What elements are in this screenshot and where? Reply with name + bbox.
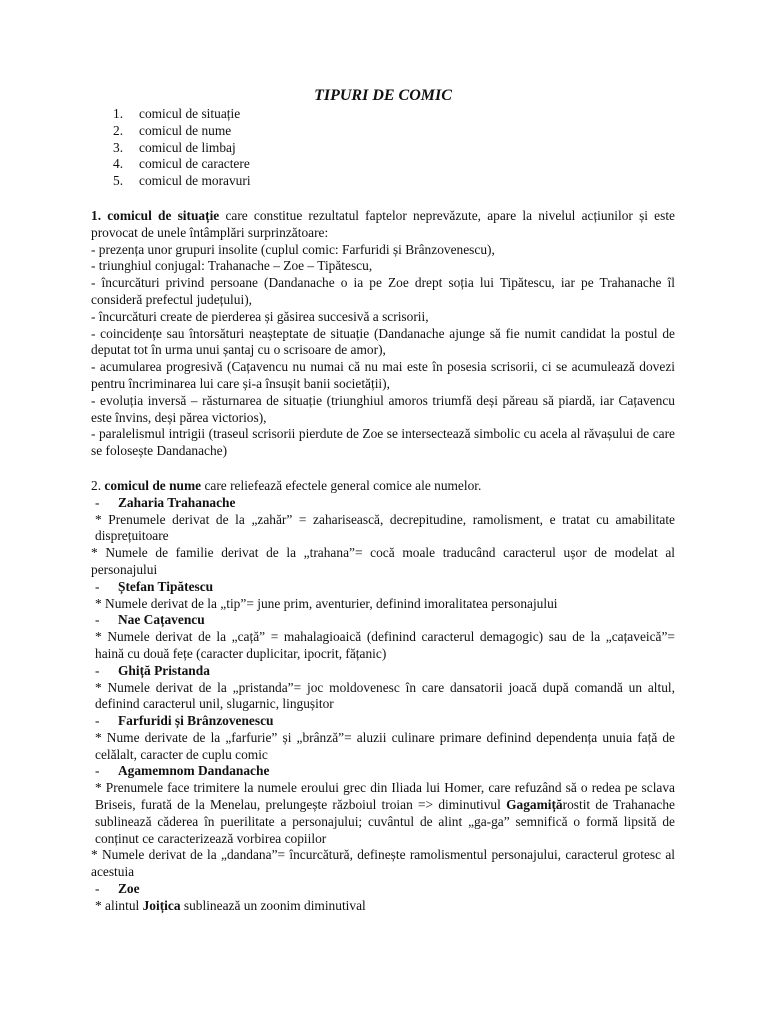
list-item: - prezența unor grupuri insolite (cuplul comic: Farfuridi și Brânzovenescu), bbox=[91, 241, 495, 257]
section-paragraph: 1. comicul de situație care constitue rezultatul faptelor neprevăzute, apare la nivelul acțiunilor și este provocat de unele întâmplări surprinzătoare: bbox=[91, 207, 675, 240]
toc-item: 1. comicul de situație bbox=[113, 106, 241, 121]
document-page bbox=[91, 84, 675, 915]
list-item: - paralelismul intrigii (traseul scrisorii pierdute de Zoe se intersectează simbolic cu acela al răvașului de care se folosește Dandanache) bbox=[91, 426, 675, 459]
name-explanation: * Numele derivat de la „pristanda”= joc moldovenesc în care dansatorii joacă după comandă un altul, definind caracterul unil, slugarnic, lingușitor bbox=[95, 679, 675, 712]
section-nume bbox=[91, 478, 675, 915]
character-name: - Zoe bbox=[95, 881, 140, 897]
name-explanation: * Prenumele derivat de la „zahăr” = zaharisească, decrepitudine, ramolisment, e tratat cu amabilitate disprețuitoare bbox=[95, 511, 675, 544]
name-explanation: * Numele derivat de la „dandana”= încurcătură, definește ramolismentul personajului, caracterul grotesc al acestuia bbox=[91, 847, 675, 880]
section-situatie bbox=[91, 208, 675, 460]
list-item: - evoluția inversă – răsturnarea de situație (triunghiul amoros triumfă deși păreau să piardă, iar Cațavencu este învins, deși părea victorios), bbox=[91, 392, 675, 425]
list-item: - triunghiul conjugal: Trahanache – Zoe – Tipătescu, bbox=[91, 258, 373, 274]
character-name: - Ghiță Pristanda bbox=[95, 662, 210, 678]
list-item: - coincidențe sau întorsături neașteptate de situație (Dandanache ajunge să fie numit candidat la postul de deputat tot în urma unui șantaj cu o scrisoare de amor), bbox=[91, 325, 675, 358]
list-item: - încurcături create de pierderea și găsirea succesivă a scrisorii, bbox=[91, 308, 429, 324]
character-name: - Farfuridi și Brânzovenescu bbox=[95, 713, 274, 729]
list-item: - acumularea progresivă (Cațavencu nu numai că nu mai este în posesia scrisorii, ci se acumulează dovezi pentru încriminarea lui care și-a însușit banii societății), bbox=[91, 359, 675, 391]
character-name: - Zaharia Trahanache bbox=[95, 494, 236, 510]
section-paragraph: 2. comicul de nume care reliefează efectele general comice ale numelor. bbox=[91, 477, 482, 493]
toc-item: 5. comicul de moravuri bbox=[113, 173, 251, 189]
list-item: - încurcături privind persoane (Dandanache o ia pe Zoe drept soția lui Tipătescu, iar pe Trahanache îl consideră prefectul județului), bbox=[91, 275, 675, 307]
toc-item: 2. comicul de nume bbox=[113, 122, 232, 138]
name-explanation: * Prenumele face trimitere la numele eroului grec din Iliada lui Homer, care refuzând să o redea pe sclava Briseis, furată de la Menelau, prelungește războiul troian => diminutivul Gagamițărostit de Trahanache sublinează căderea în puerilitate a personajului; cuvântul de alint „ga-ga” semnifică o formă lipsită de conținut ce caracterizează vorbirea copiilor bbox=[95, 780, 675, 846]
name-explanation: * alintul Joițica sublinează un zoonim diminutival bbox=[95, 897, 366, 913]
toc-item: 3. comicul de limbaj bbox=[113, 139, 236, 155]
document-title: TIPURI DE COMIC bbox=[314, 87, 452, 104]
character-name: - Ștefan Tipătescu bbox=[95, 578, 214, 594]
section-heading: 1. comicul de situație bbox=[91, 207, 220, 223]
toc-list bbox=[91, 106, 675, 190]
section-heading: comicul de nume bbox=[104, 477, 202, 493]
name-explanation: * Numele derivat de la „tip”= june prim, aventurier, definind imoralitatea personajului bbox=[95, 595, 558, 611]
character-name: - Nae Cațavencu bbox=[95, 612, 205, 628]
name-explanation: * Numele de familie derivat de la „trahana”= cocă moale traducând caracterul ușor de modelat al personajului bbox=[91, 545, 675, 577]
toc-item: 4. comicul de caractere bbox=[113, 156, 250, 172]
name-explanation: * Numele derivat de la „cață” = mahalagioaică (definind caracterul demagogic) sau de la „cațaveică”= haină cu două fețe (caracter duplicitar, ipocrit, fățanic) bbox=[95, 629, 675, 661]
character-name: - Agamemnom Dandanache bbox=[95, 763, 270, 779]
name-explanation: * Nume derivate de la „farfurie” și „brânză”= aluzii culinare primare definind dependența unuia față de celălalt, caracter de cuplu comic bbox=[95, 729, 675, 762]
